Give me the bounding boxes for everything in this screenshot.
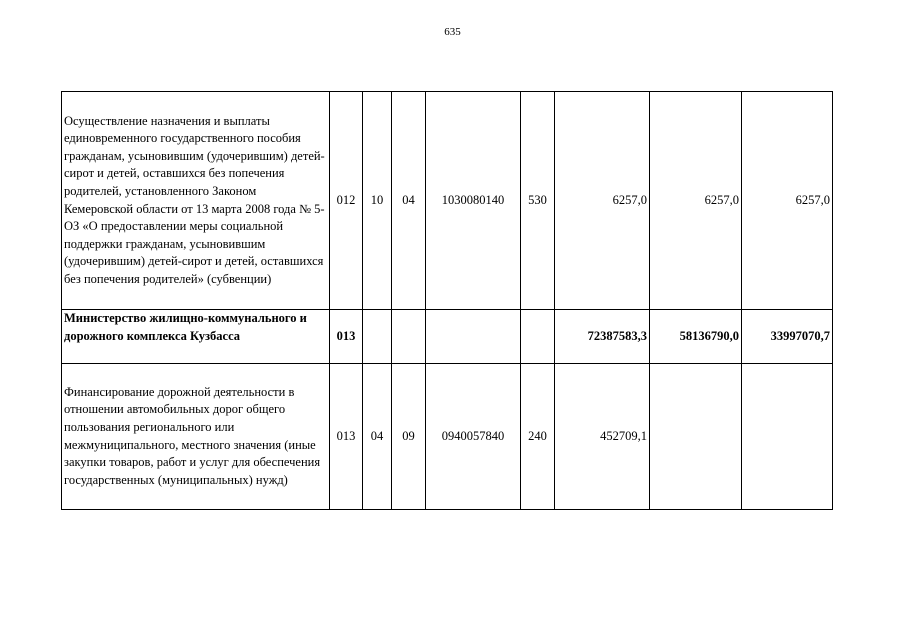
amount-year-2-cell: 58136790,0: [650, 310, 742, 364]
amount-year-3-cell: [742, 364, 833, 510]
target-article-cell: 0940057840: [426, 364, 521, 510]
amount-year-3-cell: 6257,0: [742, 92, 833, 310]
expense-type-cell: 240: [521, 364, 555, 510]
amount-year-3-cell: 33997070,7: [742, 310, 833, 364]
subsection-code-cell: [392, 310, 426, 364]
amount-year-2-cell: [650, 364, 742, 510]
table-row: [62, 364, 833, 510]
subsection-code-cell: 09: [392, 364, 426, 510]
ministry-code-cell: 013: [330, 310, 363, 364]
section-code-cell: 04: [363, 364, 392, 510]
ministry-code-cell: 013: [330, 364, 363, 510]
row-name-cell: Финансирование дорожной деятельности в отношении автомобильных дорог общего пользования регионального или межмуниципального, местного значения (иные закупки товаров, работ и услуг для обеспечения государственных (муниципальных) нужд): [62, 364, 330, 510]
amount-year-1-cell: 452709,1: [555, 364, 650, 510]
amount-year-2-cell: 6257,0: [650, 92, 742, 310]
target-article-cell: 1030080140: [426, 92, 521, 310]
row-name-cell: Министерство жилищно-коммунального и дорожного комплекса Кузбасса: [62, 310, 330, 364]
section-code-cell: [363, 310, 392, 364]
budget-table: [61, 91, 833, 510]
amount-year-1-cell: 6257,0: [555, 92, 650, 310]
expense-type-cell: [521, 310, 555, 364]
row-name-cell: Осуществление назначения и выплаты единовременного государственного пособия гражданам, усыновившим (удочерившим) детей-сирот и детей, оставшихся без попечения родителей, установленного Законом Кемеровской области от 13 марта 2008 года № 5-ОЗ «О предоставлении меры социальной поддержки гражданам, усыновившим (удочерившим) детей-сирот и детей, оставшихся без попечения родителей» (субвенции): [62, 92, 330, 310]
section-code-cell: 10: [363, 92, 392, 310]
amount-year-1-cell: 72387583,3: [555, 310, 650, 364]
subsection-code-cell: 04: [392, 92, 426, 310]
page-number: 635: [444, 26, 461, 38]
table-row: [62, 92, 833, 310]
ministry-code-cell: 012: [330, 92, 363, 310]
table-row: [62, 310, 833, 364]
target-article-cell: [426, 310, 521, 364]
expense-type-cell: 530: [521, 92, 555, 310]
